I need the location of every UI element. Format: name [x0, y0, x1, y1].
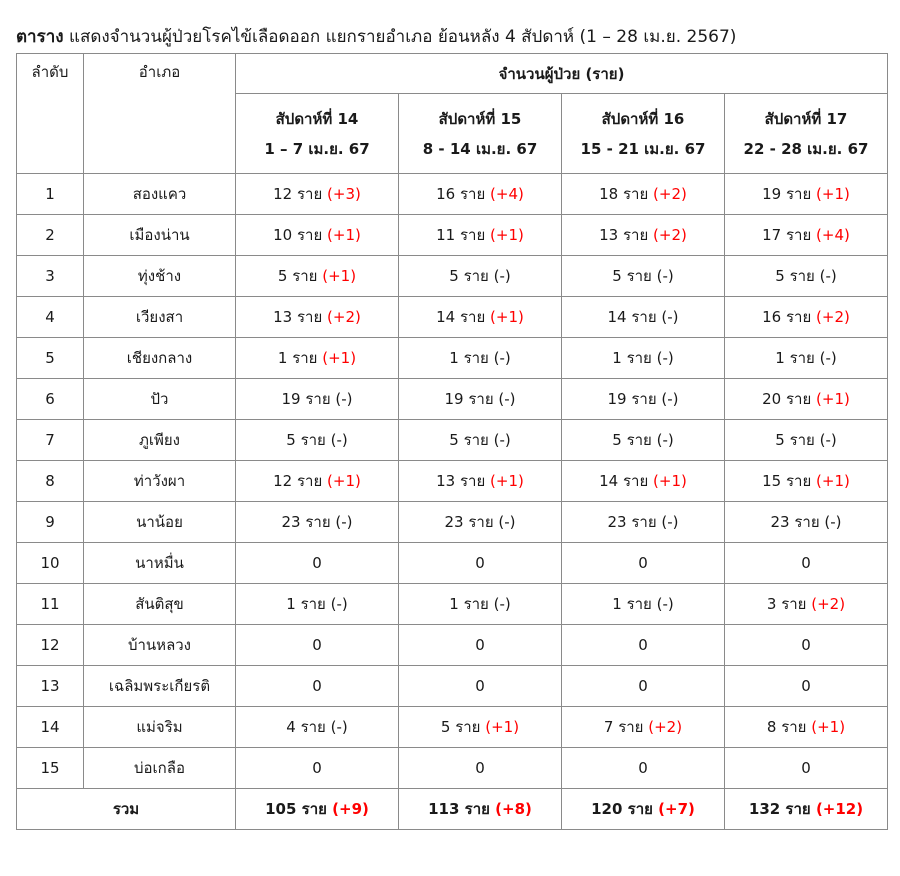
case-count: 1 ราย (-) [286, 595, 348, 613]
case-count-cell [399, 297, 562, 338]
case-count: 16 ราย [762, 308, 812, 326]
table-row [17, 707, 888, 748]
row-number: 14 [17, 707, 84, 748]
case-count: 0 [312, 554, 322, 572]
table-row [17, 502, 888, 543]
row-number: 7 [17, 420, 84, 461]
case-count-cell [562, 338, 725, 379]
case-count: 0 [801, 677, 811, 695]
row-district: เชียงกลาง [84, 338, 236, 379]
case-count: 5 ราย (-) [449, 431, 511, 449]
total-cell: 113 ราย (+8) [399, 789, 562, 830]
total-label: รวม [17, 789, 236, 830]
table-row [17, 379, 888, 420]
row-district: ปัว [84, 379, 236, 420]
case-change: (+2) [648, 718, 683, 736]
row-district: เฉลิมพระเกียรติ [84, 666, 236, 707]
case-count: 15 ราย [762, 472, 812, 490]
case-count-cell [399, 174, 562, 215]
case-count: 5 ราย (-) [286, 431, 348, 449]
case-count-cell [399, 256, 562, 297]
case-count: 5 ราย [440, 718, 481, 736]
case-change: (+4) [816, 226, 850, 244]
case-count: 19 ราย [762, 185, 812, 203]
case-count-cell [725, 707, 888, 748]
case-change: (+1) [816, 185, 850, 203]
case-count-cell [236, 625, 399, 666]
case-change: (+1) [811, 718, 846, 736]
case-count: 7 ราย [603, 718, 644, 736]
case-change: (+2) [653, 185, 687, 203]
case-count: 0 [638, 677, 648, 695]
case-count-cell [562, 297, 725, 338]
case-count-cell [399, 420, 562, 461]
row-district: ทุ่งช้าง [84, 256, 236, 297]
case-count-cell [562, 379, 725, 420]
case-count: 0 [475, 636, 485, 654]
case-change: (+1) [816, 390, 850, 408]
table-row [17, 174, 888, 215]
case-count-cell [399, 502, 562, 543]
case-count-cell [725, 338, 888, 379]
case-change: (+1) [322, 267, 357, 285]
row-number: 13 [17, 666, 84, 707]
row-number: 6 [17, 379, 84, 420]
case-count-cell [725, 215, 888, 256]
case-count-cell [399, 215, 562, 256]
header-week-15: สัปดาห์ที่ 15 8 - 14 เม.ย. 67 [399, 94, 562, 174]
case-count: 4 ราย (-) [286, 718, 348, 736]
case-change: (+1) [653, 472, 687, 490]
header-district: อำเภอ [84, 54, 236, 174]
case-count-cell [236, 707, 399, 748]
case-count: 19 ราย (-) [607, 390, 679, 408]
case-count-cell [236, 379, 399, 420]
case-count-cell [236, 502, 399, 543]
case-count: 5 ราย (-) [612, 267, 674, 285]
case-count: 20 ราย [762, 390, 812, 408]
table-row [17, 748, 888, 789]
case-count-cell [562, 543, 725, 584]
row-number: 1 [17, 174, 84, 215]
case-count: 14 ราย [436, 308, 486, 326]
case-change: (+1) [816, 472, 850, 490]
case-count-cell [236, 666, 399, 707]
case-count-cell [562, 215, 725, 256]
case-count: 1 ราย (-) [775, 349, 837, 367]
case-count-cell [562, 461, 725, 502]
row-number: 15 [17, 748, 84, 789]
case-count: 19 ราย (-) [281, 390, 353, 408]
row-district: บ่อเกลือ [84, 748, 236, 789]
row-district: ภูเพียง [84, 420, 236, 461]
case-count: 0 [312, 636, 322, 654]
case-count-cell [562, 174, 725, 215]
case-count-cell [725, 297, 888, 338]
case-change: (+2) [327, 308, 361, 326]
case-count-cell [236, 748, 399, 789]
case-count: 0 [638, 636, 648, 654]
case-count-cell [562, 748, 725, 789]
case-count: 8 ราย [766, 718, 807, 736]
case-count: 11 ราย [436, 226, 486, 244]
table-row [17, 543, 888, 584]
case-count-cell [399, 707, 562, 748]
table-caption [16, 26, 736, 48]
case-count-cell [399, 625, 562, 666]
case-count: 12 ราย [273, 185, 323, 203]
case-change: (+1) [327, 472, 361, 490]
caption-lead: ตาราง [16, 27, 64, 47]
header-week-16: สัปดาห์ที่ 16 15 - 21 เม.ย. 67 [562, 94, 725, 174]
row-district: สองแคว [84, 174, 236, 215]
case-count-cell [562, 707, 725, 748]
table-row [17, 420, 888, 461]
case-count: 1 ราย (-) [449, 595, 511, 613]
case-count-cell [236, 297, 399, 338]
case-count-cell [562, 625, 725, 666]
table-row [17, 297, 888, 338]
case-count: 1 ราย [277, 349, 318, 367]
row-district: เวียงสา [84, 297, 236, 338]
case-count-cell [399, 379, 562, 420]
case-count: 14 ราย (-) [607, 308, 679, 326]
case-count: 18 ราย [599, 185, 649, 203]
case-count-cell [236, 256, 399, 297]
row-district: เมืองน่าน [84, 215, 236, 256]
case-change: (+3) [327, 185, 361, 203]
row-number: 2 [17, 215, 84, 256]
case-count-cell [562, 256, 725, 297]
case-change: (+1) [322, 349, 357, 367]
row-district: นาน้อย [84, 502, 236, 543]
case-count-cell [236, 420, 399, 461]
case-count: 5 ราย (-) [775, 267, 837, 285]
case-count-cell [725, 748, 888, 789]
case-count: 0 [475, 677, 485, 695]
case-count-cell [725, 502, 888, 543]
row-number: 12 [17, 625, 84, 666]
case-count-cell [399, 461, 562, 502]
case-count: 19 ราย (-) [444, 390, 516, 408]
case-count: 23 ราย (-) [444, 513, 516, 531]
case-count: 0 [801, 636, 811, 654]
case-change: (+1) [485, 718, 520, 736]
row-number: 9 [17, 502, 84, 543]
header-week-17: สัปดาห์ที่ 17 22 - 28 เม.ย. 67 [725, 94, 888, 174]
case-count: 14 ราย [599, 472, 649, 490]
table-row [17, 625, 888, 666]
row-number: 3 [17, 256, 84, 297]
row-number: 11 [17, 584, 84, 625]
total-cell: 132 ราย (+12) [725, 789, 888, 830]
table-row [17, 338, 888, 379]
case-count: 5 ราย (-) [775, 431, 837, 449]
row-district: สันติสุข [84, 584, 236, 625]
header-week-14: สัปดาห์ที่ 14 1 – 7 เม.ย. 67 [236, 94, 399, 174]
case-count-cell [725, 379, 888, 420]
case-count-cell [725, 256, 888, 297]
case-count: 23 ราย (-) [607, 513, 679, 531]
case-count-cell [562, 420, 725, 461]
case-count: 13 ราย [436, 472, 486, 490]
row-district: แม่จริม [84, 707, 236, 748]
header-group: จำนวนผู้ป่วย (ราย) [236, 54, 888, 94]
case-count-cell [399, 584, 562, 625]
case-change: (+2) [816, 308, 850, 326]
case-count-cell [236, 543, 399, 584]
caption-text: แสดงจำนวนผู้ป่วยโรคไข้เลือดออก แยกรายอำเภอ ย้อนหลัง 4 สัปดาห์ (1 – 28 เม.ย. 2567) [63, 27, 737, 47]
table-body [17, 174, 888, 789]
case-count: 1 ราย (-) [612, 595, 674, 613]
dengue-cases-table [16, 53, 888, 830]
case-count: 13 ราย [273, 308, 323, 326]
case-count: 10 ราย [273, 226, 323, 244]
row-number: 5 [17, 338, 84, 379]
case-count-cell [725, 625, 888, 666]
case-count: 23 ราย (-) [281, 513, 353, 531]
table-row [17, 461, 888, 502]
case-count-cell [236, 584, 399, 625]
case-change: (+1) [490, 308, 524, 326]
case-count: 0 [312, 759, 322, 777]
case-change: (+2) [653, 226, 687, 244]
case-count-cell [236, 461, 399, 502]
case-count: 0 [638, 759, 648, 777]
case-count-cell [399, 543, 562, 584]
case-count: 1 ราย (-) [612, 349, 674, 367]
case-count: 16 ราย [436, 185, 486, 203]
row-district: บ้านหลวง [84, 625, 236, 666]
case-count-cell [399, 338, 562, 379]
total-cell: 120 ราย (+7) [562, 789, 725, 830]
case-count: 0 [312, 677, 322, 695]
case-count: 0 [475, 759, 485, 777]
total-cell: 105 ราย (+9) [236, 789, 399, 830]
case-count: 5 ราย (-) [612, 431, 674, 449]
case-count: 0 [801, 759, 811, 777]
row-number: 10 [17, 543, 84, 584]
case-count: 1 ราย (-) [449, 349, 511, 367]
case-count-cell [562, 502, 725, 543]
table-row [17, 584, 888, 625]
row-district: ท่าวังผา [84, 461, 236, 502]
case-count-cell [725, 584, 888, 625]
case-count: 5 ราย (-) [449, 267, 511, 285]
case-count-cell [562, 666, 725, 707]
case-count-cell [236, 215, 399, 256]
row-number: 8 [17, 461, 84, 502]
case-change: (+1) [490, 226, 524, 244]
table-row [17, 256, 888, 297]
case-count: 0 [638, 554, 648, 572]
case-count-cell [399, 666, 562, 707]
case-count: 12 ราย [273, 472, 323, 490]
case-count-cell [725, 420, 888, 461]
case-count: 5 ราย [277, 267, 318, 285]
case-count-cell [725, 543, 888, 584]
header-no: ลำดับ [17, 54, 84, 174]
table-row [17, 215, 888, 256]
case-count: 13 ราย [599, 226, 649, 244]
case-count: 23 ราย (-) [770, 513, 842, 531]
case-count: 0 [801, 554, 811, 572]
case-count-cell [725, 174, 888, 215]
case-change: (+1) [327, 226, 361, 244]
row-number: 4 [17, 297, 84, 338]
table-row [17, 666, 888, 707]
row-district: นาหมื่น [84, 543, 236, 584]
case-count-cell [236, 174, 399, 215]
case-count-cell [399, 748, 562, 789]
case-count-cell [236, 338, 399, 379]
case-change: (+2) [811, 595, 846, 613]
case-count-cell [725, 461, 888, 502]
case-change: (+1) [490, 472, 524, 490]
case-count-cell [725, 666, 888, 707]
case-change: (+4) [490, 185, 524, 203]
case-count: 17 ราย [762, 226, 812, 244]
case-count: 3 ราย [766, 595, 807, 613]
total-row [17, 789, 888, 830]
case-count-cell [562, 584, 725, 625]
case-count: 0 [475, 554, 485, 572]
